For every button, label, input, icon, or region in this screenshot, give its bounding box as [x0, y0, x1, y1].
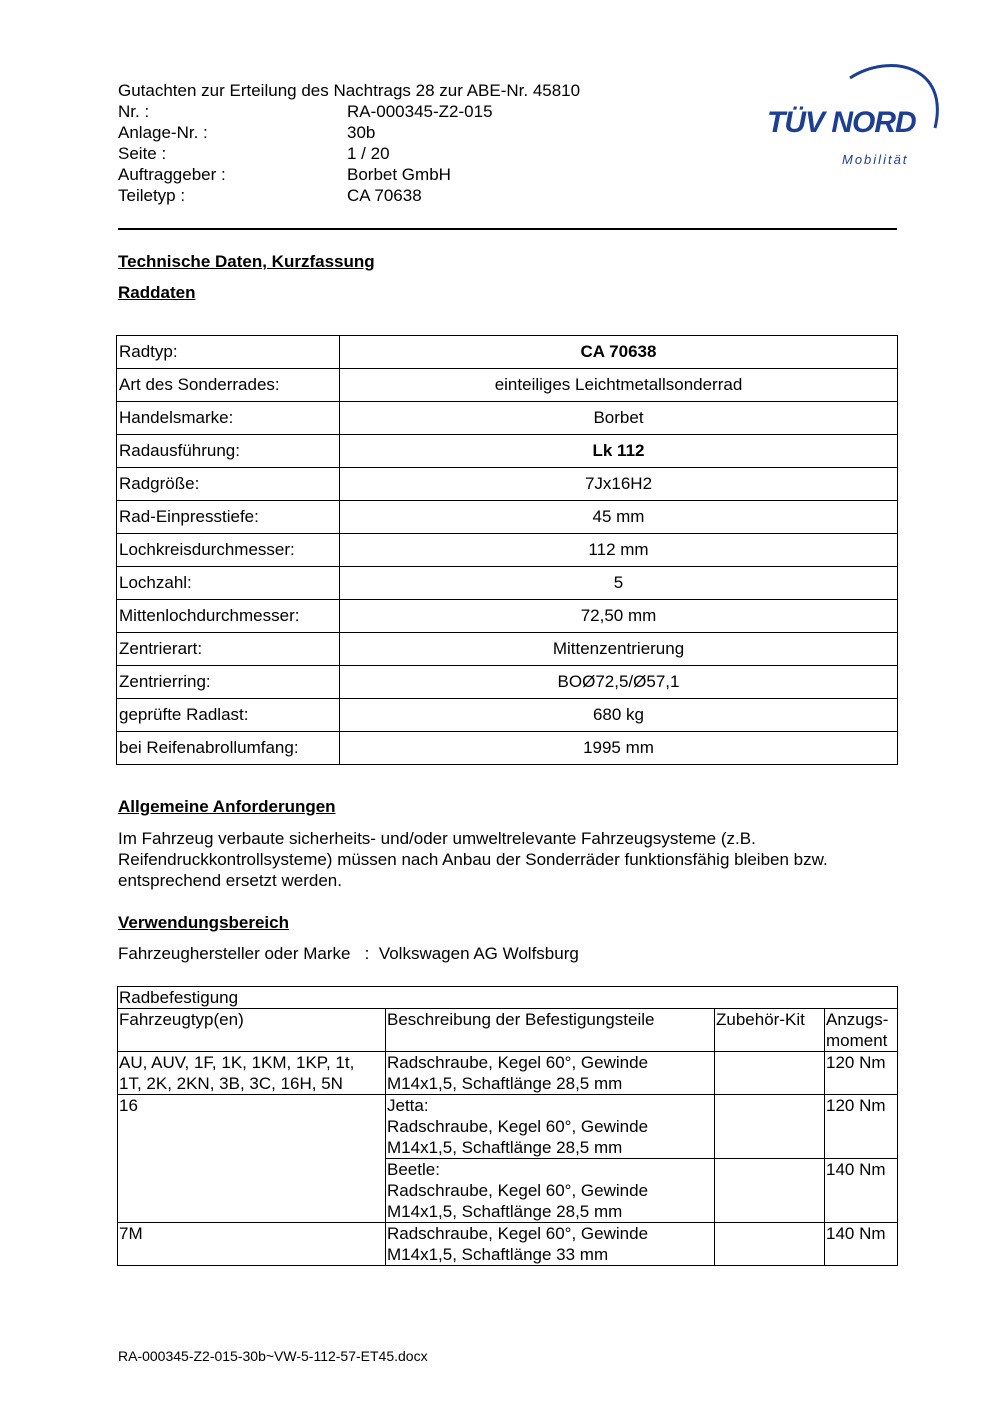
cell-label: Handelsmarke: [117, 402, 340, 435]
cell-value: 72,50 mm [340, 600, 898, 633]
vehicle-maker [118, 944, 579, 964]
table-row [117, 501, 898, 534]
cell-label: Radgröße: [117, 468, 340, 501]
cell-value: einteiliges Leichtmetallsonderrad [340, 369, 898, 402]
heading-verwendung: Verwendungsbereich [118, 913, 289, 932]
cell-type: 7M [118, 1223, 386, 1266]
table-row [118, 1223, 898, 1266]
cell-label: Mittenlochdurchmesser: [117, 600, 340, 633]
logo-sub: Mobilität [842, 152, 909, 167]
cell-label: Rad-Einpresstiefe: [117, 501, 340, 534]
table-row [117, 633, 898, 666]
cell-torque: 120 Nm [825, 1052, 898, 1095]
footer-filename: RA-000345-Z2-015-30b~VW-5-112-57-ET45.docx [118, 1348, 428, 1364]
cell-kit [715, 1095, 825, 1159]
col-header-kit: Zubehör-Kit [715, 1009, 825, 1052]
cell-kit [715, 1159, 825, 1223]
col-header-desc: Beschreibung der Befestigungsteile [386, 1009, 715, 1052]
maker-label: Fahrzeughersteller oder Marke [118, 944, 351, 963]
cell-kit [715, 1223, 825, 1266]
cell-value: CA 70638 [340, 336, 898, 369]
fixing-table [117, 986, 898, 1266]
table-row [117, 369, 898, 402]
cell-torque: 120 Nm [825, 1095, 898, 1159]
cell-label: Zentrierart: [117, 633, 340, 666]
table-row [117, 534, 898, 567]
header-row: Nr. : RA-000345-Z2-015 [118, 102, 493, 121]
table-row [117, 567, 898, 600]
table-row [117, 402, 898, 435]
cell-value: 7Jx16H2 [340, 468, 898, 501]
header-row: Auftraggeber : Borbet GmbH [118, 165, 451, 184]
table-row [117, 468, 898, 501]
cell-label: Radtyp: [117, 336, 340, 369]
wheel-data-table [116, 335, 898, 765]
header-row: Seite : 1 / 20 [118, 144, 390, 163]
document-header [118, 80, 580, 206]
cell-type: AU, AUV, 1F, 1K, 1KM, 1KP, 1t, 1T, 2K, 2KN, 3B, 3C, 16H, 5N [118, 1052, 386, 1095]
table-row [117, 666, 898, 699]
cell-torque: 140 Nm [825, 1159, 898, 1223]
cell-kit [715, 1052, 825, 1095]
table-row [117, 732, 898, 765]
col-header-type: Fahrzeugtyp(en) [118, 1009, 386, 1052]
cell-label: geprüfte Radlast: [117, 699, 340, 732]
cell-value: 5 [340, 567, 898, 600]
table-row [117, 336, 898, 369]
cell-value: 45 mm [340, 501, 898, 534]
logo-brand: TÜV NORD [767, 106, 916, 139]
cell-label: bei Reifenabrollumfang: [117, 732, 340, 765]
cell-value: BOØ72,5/Ø57,1 [340, 666, 898, 699]
cell-label: Art des Sonderrades: [117, 369, 340, 402]
heading-tech-summary: Technische Daten, Kurzfassung [118, 252, 375, 271]
table-row [117, 699, 898, 732]
header-row: Teiletyp : CA 70638 [118, 186, 422, 205]
cell-label: Zentrierring: [117, 666, 340, 699]
maker-sep: : [364, 944, 370, 963]
fixing-table-caption: Radbefestigung [118, 987, 898, 1009]
col-header-torque: Anzugs- moment [825, 1009, 898, 1052]
cell-value: 1995 mm [340, 732, 898, 765]
heading-raddaten: Raddaten [118, 283, 196, 302]
document-title: Gutachten zur Erteilung des Nachtrags 28 zur ABE-Nr. 45810 [118, 81, 581, 100]
cell-value: Mittenzentrierung [340, 633, 898, 666]
cell-label: Lochzahl: [117, 567, 340, 600]
cell-value: 680 kg [340, 699, 898, 732]
header-row: Anlage-Nr. : 30b [118, 123, 376, 142]
cell-value: Borbet [340, 402, 898, 435]
allgemein-paragraph: Im Fahrzeug verbaute sicherheits- und/oder umweltrelevante Fahrzeugsysteme (z.B. Reifendruckkontrollsysteme) müssen nach Anbau der Sonderräder funktionsfähig bleiben bzw. entsprechend ersetzt werden. [118, 829, 828, 890]
cell-label: Lochkreisdurchmesser: [117, 534, 340, 567]
cell-torque: 140 Nm [825, 1223, 898, 1266]
heading-allgemein: Allgemeine Anforderungen [118, 797, 336, 816]
cell-type: 16 [118, 1095, 386, 1223]
tuv-nord-logo [760, 56, 950, 176]
cell-desc: Jetta: Radschraube, Kegel 60°, Gewinde M14x1,5, Schaftlänge 28,5 mm [386, 1095, 715, 1159]
table-row [117, 600, 898, 633]
cell-desc: Radschraube, Kegel 60°, Gewinde M14x1,5, Schaftlänge 33 mm [386, 1223, 715, 1266]
maker-value: Volkswagen AG Wolfsburg [378, 944, 579, 963]
cell-value: Lk 112 [340, 435, 898, 468]
cell-desc: Beetle: Radschraube, Kegel 60°, Gewinde M14x1,5, Schaftlänge 28,5 mm [386, 1159, 715, 1223]
table-row [117, 435, 898, 468]
header-divider [118, 228, 897, 230]
cell-value: 112 mm [340, 534, 898, 567]
cell-label: Radausführung: [117, 435, 340, 468]
table-row [118, 1095, 898, 1159]
cell-desc: Radschraube, Kegel 60°, Gewinde M14x1,5, Schaftlänge 28,5 mm [386, 1052, 715, 1095]
table-row [118, 1052, 898, 1095]
